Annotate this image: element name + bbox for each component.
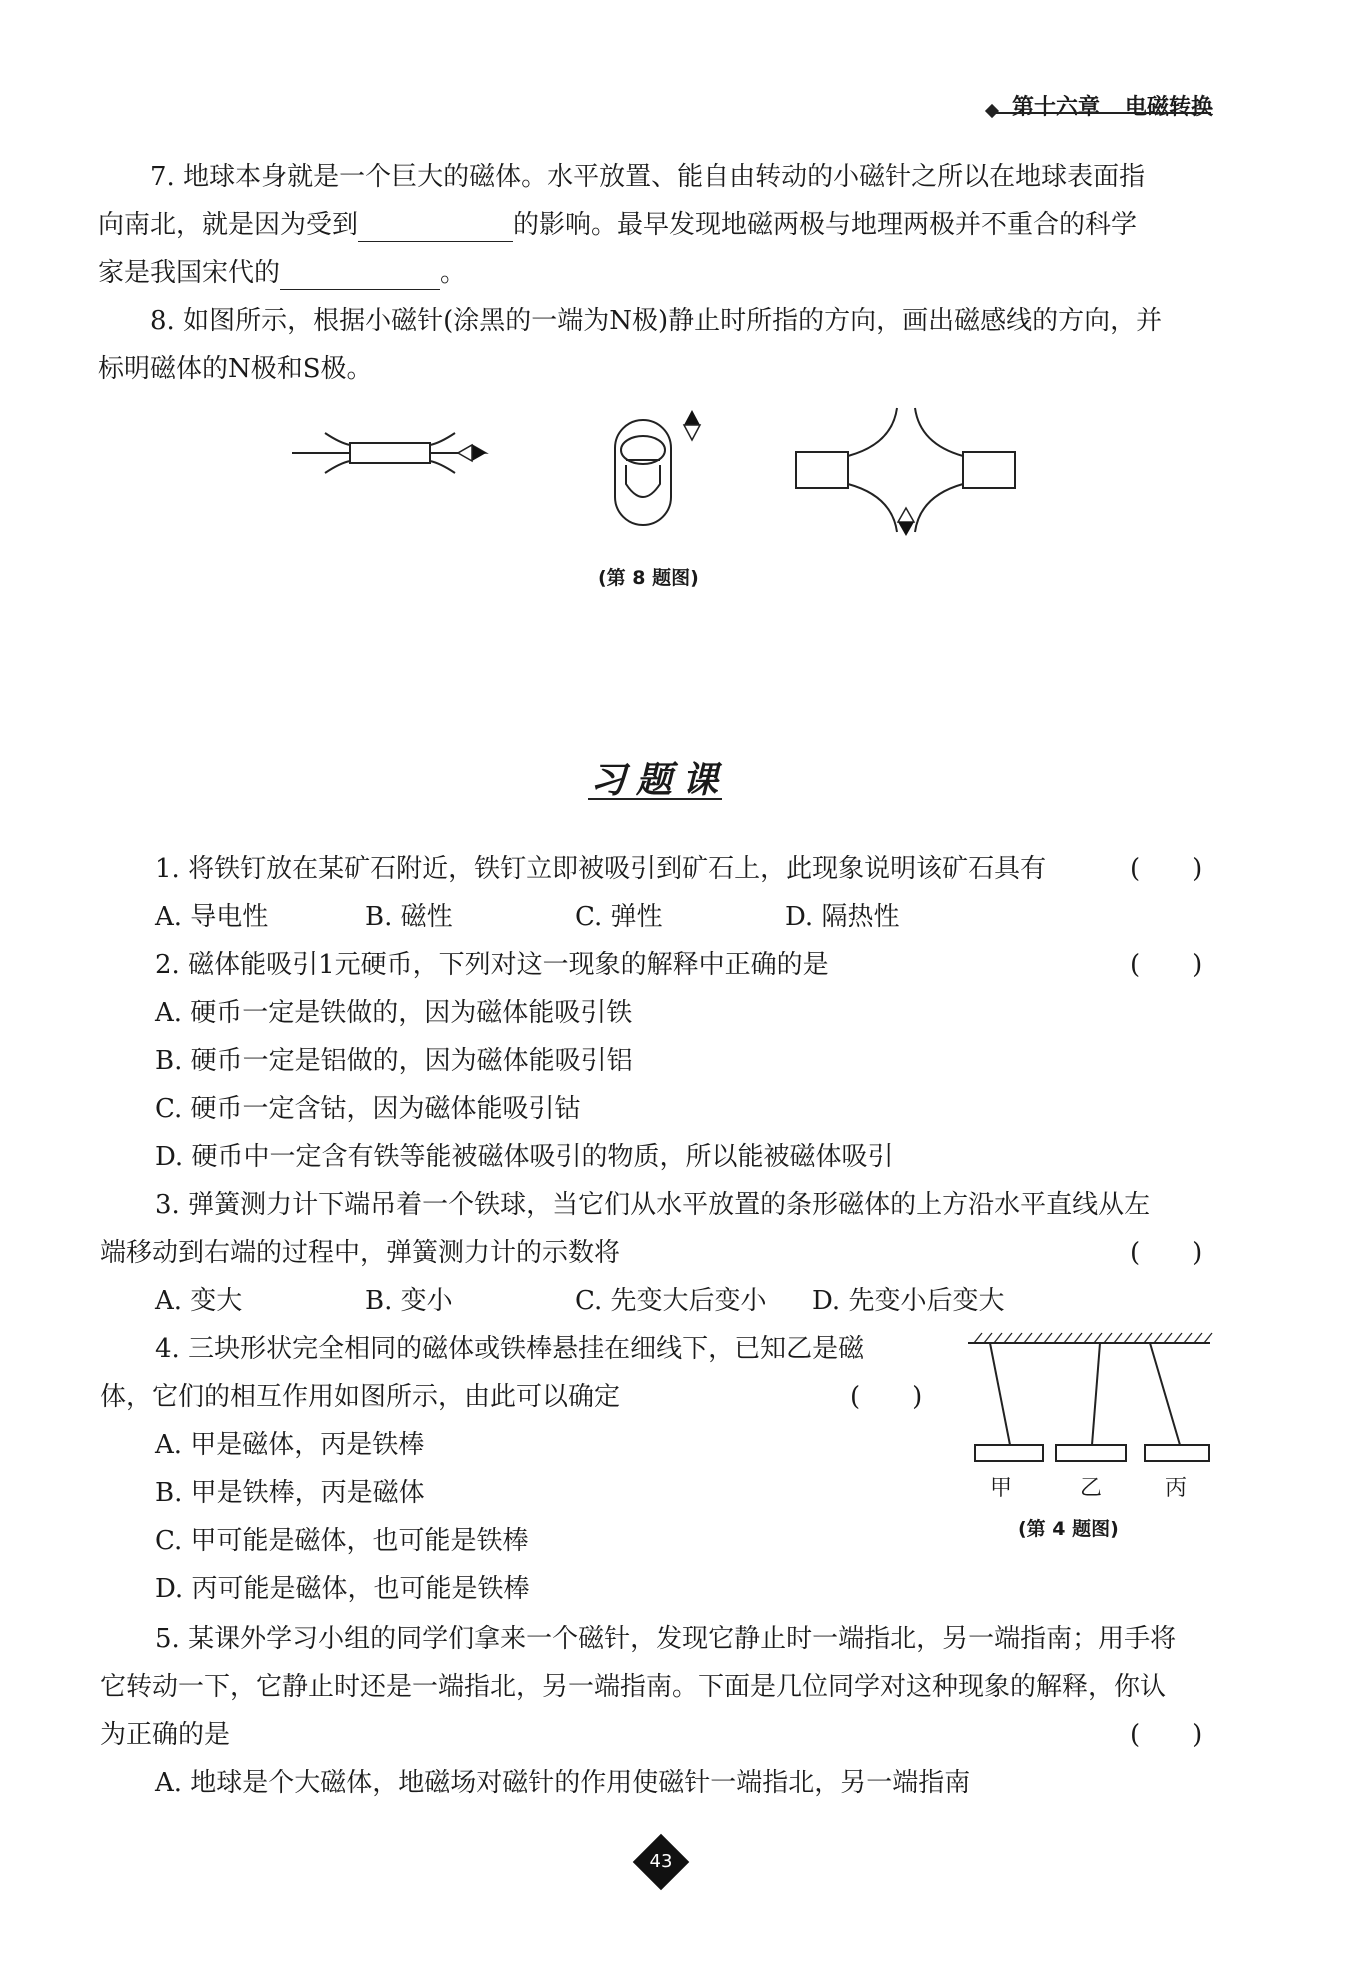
- ex1-option-b[interactable]: B. 磁性: [365, 902, 453, 932]
- ex2-answer-bracket[interactable]: ( ): [1130, 950, 1203, 980]
- header-title: 电磁转换: [1125, 95, 1214, 120]
- ex3-option-c[interactable]: C. 先变大后变小: [575, 1286, 767, 1316]
- header-chapter: 第十六章: [1012, 95, 1101, 120]
- q8-line2: 标明磁体的N极和S极。: [98, 354, 373, 384]
- ex2-option-d[interactable]: D. 硬币中一定含有铁等能被磁体吸引的物质，所以能被磁体吸引: [155, 1142, 894, 1172]
- ex2-stem: 2. 磁体能吸引1元硬币，下列对这一现象的解释中正确的是: [155, 950, 829, 980]
- ex5-line1: 5. 某课外学习小组的同学们拿来一个磁针，发现它静止时一端指北，另一端指南；用手将: [155, 1624, 1177, 1654]
- ex5-answer-bracket[interactable]: ( ): [1130, 1720, 1203, 1750]
- q8-line1: 8. 如图所示，根据小磁针(涂黑的一端为N极)静止时所指的方向，画出磁感线的方向，并: [150, 306, 1163, 336]
- q8-figure[interactable]: [280, 400, 1040, 560]
- block-jia: [975, 1445, 1043, 1461]
- q4-label-yi: 乙: [1080, 1476, 1103, 1501]
- compass-needle-up-icon: [684, 410, 700, 440]
- ex5-option-a[interactable]: A. 地球是个大磁体，地磁场对磁针的作用使磁针一端指北，另一端指南: [155, 1768, 971, 1798]
- q7-line1: 7. 地球本身就是一个巨大的磁体。水平放置、能自由转动的小磁针之所以在地球表面指: [150, 162, 1146, 192]
- q7-blank-2[interactable]: [280, 263, 440, 290]
- block-bing: [1145, 1445, 1209, 1461]
- ex4-option-a[interactable]: A. 甲是磁体，丙是铁棒: [155, 1430, 425, 1460]
- ex3-answer-bracket[interactable]: ( ): [1130, 1238, 1203, 1268]
- ex3-option-d[interactable]: D. 先变小后变大: [812, 1286, 1005, 1316]
- q8-caption: (第 8 题图): [598, 567, 699, 589]
- ex2-option-c[interactable]: C. 硬币一定含钴，因为磁体能吸引钴: [155, 1094, 581, 1124]
- ex2-option-b[interactable]: B. 硬币一定是铝做的，因为磁体能吸引铝: [155, 1046, 633, 1076]
- q7-blank-1[interactable]: [358, 215, 513, 242]
- q7-line2: 向南北，就是因为受到 的影响。最早发现地磁两极与地理两极并不重合的科学: [98, 210, 1138, 240]
- header-diamond-icon: [985, 104, 999, 118]
- q4-caption: (第 4 题图): [1018, 1518, 1119, 1540]
- ex3-line1: 3. 弹簧测力计下端吊着一个铁球，当它们从水平放置的条形磁体的上方沿水平直线从左: [155, 1190, 1151, 1220]
- string-yi: [1092, 1343, 1100, 1445]
- compass-needle-down-icon: [898, 508, 914, 536]
- ex4-line2: 体，它们的相互作用如图所示，由此可以确定: [100, 1382, 621, 1412]
- q7-line3: 家是我国宋代的 。: [98, 258, 467, 288]
- ex3-option-a[interactable]: A. 变大: [155, 1286, 243, 1316]
- compass-needle-right-icon: [458, 445, 486, 461]
- ex4-answer-bracket[interactable]: ( ): [850, 1382, 923, 1412]
- ex1-stem: 1. 将铁钉放在某矿石附近，铁钉立即被吸引到矿石上，此现象说明该矿石具有: [155, 854, 1047, 884]
- page-number: 43: [649, 1851, 673, 1872]
- q4-label-bing: 丙: [1165, 1476, 1188, 1501]
- string-bing: [1150, 1343, 1180, 1445]
- ex2-option-a[interactable]: A. 硬币一定是铁做的，因为磁体能吸引铁: [155, 998, 633, 1028]
- ex4-option-b[interactable]: B. 甲是铁棒，丙是磁体: [155, 1478, 425, 1508]
- ex1-option-d[interactable]: D. 隔热性: [785, 902, 900, 932]
- u-magnet-figure: [615, 420, 671, 525]
- section-title-underline: [588, 798, 722, 800]
- ex1-option-a[interactable]: A. 导电性: [155, 902, 269, 932]
- ex5-line3: 为正确的是: [100, 1720, 231, 1750]
- ex4-line1: 4. 三块形状完全相同的磁体或铁棒悬挂在细线下，已知乙是磁: [155, 1334, 865, 1364]
- q4-label-jia: 甲: [990, 1476, 1013, 1501]
- ex4-option-c[interactable]: C. 甲可能是磁体，也可能是铁棒: [155, 1526, 529, 1556]
- ex1-answer-bracket[interactable]: ( ): [1130, 854, 1203, 884]
- block-yi: [1056, 1445, 1126, 1461]
- string-jia: [990, 1343, 1010, 1445]
- bar-magnet-figure-1: [292, 433, 460, 473]
- q4-figure[interactable]: [960, 1325, 1220, 1465]
- ex3-line2: 端移动到右端的过程中，弹簧测力计的示数将: [100, 1238, 621, 1268]
- ex1-option-c[interactable]: C. 弹性: [575, 902, 663, 932]
- ex4-option-d[interactable]: D. 丙可能是磁体，也可能是铁棒: [155, 1574, 530, 1604]
- section-title: 习题课: [590, 759, 729, 801]
- ex3-option-b[interactable]: B. 变小: [365, 1286, 453, 1316]
- ex5-line2: 它转动一下，它静止时还是一端指北，另一端指南。下面是几位同学对这种现象的解释，你认: [100, 1672, 1167, 1702]
- header-rule: [993, 112, 1211, 114]
